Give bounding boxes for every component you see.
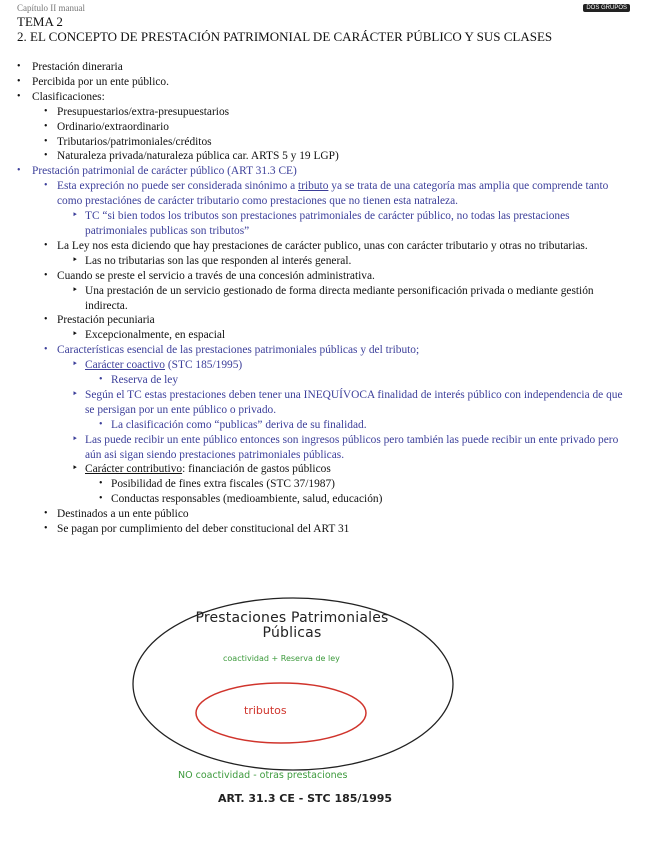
- list-item: ‣ Las no tributarias son las que responden al interés general.: [17, 254, 623, 269]
- item-text: Esta expreción no puede ser considerada sinónimo a: [57, 180, 299, 193]
- diagram-title-line1: Prestaciones Patrimoniales: [195, 610, 389, 626]
- list-item: • Cuando se preste el servicio a través de una concesión administrativa.: [17, 269, 623, 284]
- list-item: • Reserva de ley: [17, 373, 623, 388]
- list-item: ‣ Una prestación de un servicio gestionado de forma directa mediante personificación privada o mediante gestión indirecta.: [17, 284, 623, 314]
- diagram-title-line2: Públicas: [262, 625, 322, 641]
- list-item: • Destinados a un ente público: [17, 507, 623, 522]
- section-heading: 2. EL CONCEPTO DE PRESTACIÓN PATRIMONIAL DE CARÁCTER PÚBLICO Y SUS CLASES: [17, 29, 553, 44]
- list-item: • La clasificación como “publicas” deriva de su finalidad.: [17, 418, 623, 433]
- no-coactividad-note: NO coactividad - otras prestaciones: [178, 770, 348, 781]
- list-item: ‣ Las puede recibir un ente público entonces son ingresos públicos pero también las puede recibir un ente privado pero aún asi sigan siendo prestaciones patrimoniales públicas.: [17, 433, 623, 463]
- caracter-contributivo-link[interactable]: Carácter contributivo: [85, 463, 183, 476]
- list-item: • Se pagan por cumplimiento del deber constitucional del ART 31: [17, 522, 623, 537]
- document-label: Capítulo II manual: [17, 3, 85, 13]
- list-item: ‣ Según el TC estas prestaciones deben tener una INEQUÍVOCA finalidad de interés público con independencia de que se persigan por un ente público o privado.: [17, 388, 623, 418]
- item-text: ya se trata de una categoría mas amplia que comprende tanto como prestaciónes de carácter tributario como prestaciones que no tienen esta natraleza.: [57, 180, 609, 208]
- caracter-coactivo-link[interactable]: Carácter coactivo: [85, 359, 166, 372]
- list-item: • Prestación pecuniaria: [17, 313, 623, 328]
- tributo-link[interactable]: tributo: [298, 180, 329, 193]
- group-badge: DOS GRUPOS: [583, 4, 630, 12]
- list-item: • Conductas responsables (medioambiente, salud, educación): [17, 492, 623, 507]
- list-item: • Características esencial de las prestaciones patrimoniales públicas y del tributo;: [17, 343, 623, 358]
- diagram-title: [186, 611, 398, 641]
- list-item: • Prestación patrimonial de carácter público (ART 31.3 CE): [17, 164, 623, 179]
- list-item: • Tributarios/patrimoniales/créditos: [17, 135, 623, 150]
- legal-reference: ART. 31.3 CE - STC 185/1995: [218, 792, 393, 805]
- item-text: : financiación de gastos públicos: [182, 463, 331, 476]
- item-text: (STC 185/1995): [165, 359, 243, 372]
- list-item: ‣ Excepcionalmente, en espacial: [17, 328, 623, 343]
- tributos-label: tributos: [244, 704, 287, 717]
- list-item: • Ordinario/extraordinario: [17, 120, 623, 135]
- list-item: • Prestación dineraria: [17, 60, 623, 75]
- list-item: • Percibida por un ente público.: [17, 75, 623, 90]
- list-item: • Presupuestarios/extra-presupuestarios: [17, 105, 623, 120]
- list-item: • La Ley nos esta diciendo que hay prestaciones de carácter publico, unas con carácter tributario y otras no tributarias.: [17, 239, 623, 254]
- page-title: TEMA 2: [17, 14, 63, 29]
- list-item: • Posibilidad de fines extra fiscales (STC 37/1987): [17, 477, 623, 492]
- coactividad-note: coactividad + Reserva de ley: [223, 654, 340, 663]
- list-item: • Clasificaciones:: [17, 90, 623, 105]
- list-item: ‣ TC “si bien todos los tributos son prestaciones patrimoniales de carácter público, no todas las prestaciones patrimoniales publicas son tributos”: [17, 209, 623, 239]
- list-item: • Naturaleza privada/naturaleza pública car. ARTS 5 y 19 LGP): [17, 149, 623, 164]
